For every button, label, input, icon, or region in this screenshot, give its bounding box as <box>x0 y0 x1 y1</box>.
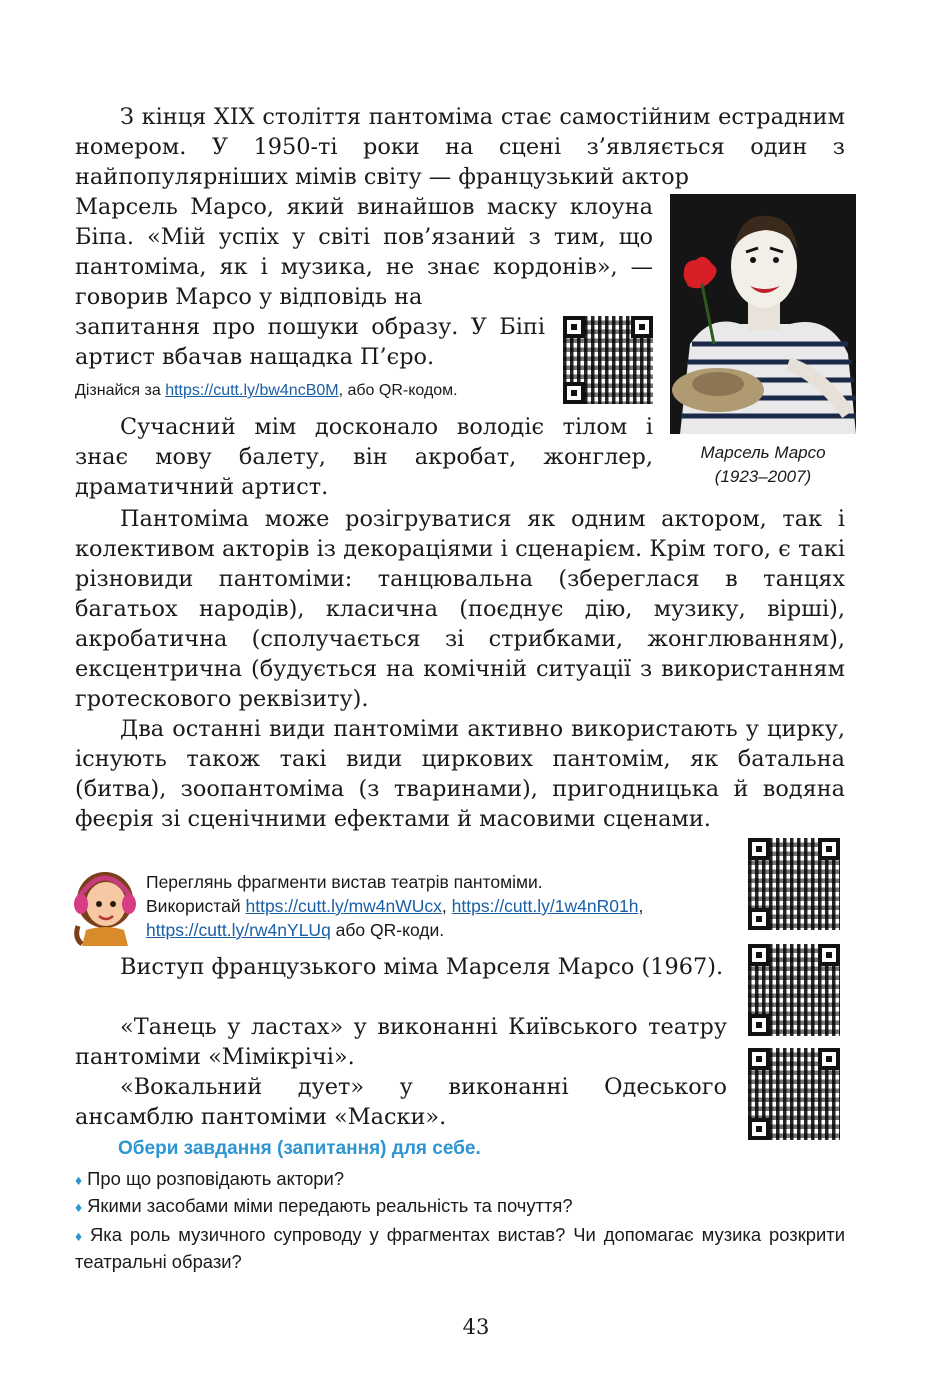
link-bw4ncB0M[interactable]: https://cutt.ly/bw4ncB0M <box>165 382 339 399</box>
performance-item-1: Виступ французького міма Марселя Марсо (1967). <box>120 954 724 980</box>
task-item: ♦ Яка роль музичного супроводу у фрагментах вистав? Чи допомагає музика розкрити театральні образи? <box>75 1224 845 1272</box>
performance-item-2: «Танець у ластах» у виконанні Київського театру пантоміми «Мімікрічі». <box>75 1014 727 1070</box>
qr-code-icon[interactable] <box>563 316 653 404</box>
qr-code-icon[interactable] <box>748 1048 840 1140</box>
paragraph-pantomime-types: Пантоміма може розігруватися як одним актором, так і колективом акторів із декораціями і сценарієм. Крім того, є такі різновиди пантоміми: танцювальна (збереглася в танцях багатьох народів), класична (поєднує дію, музику, вірші), акробатична (сполучається зі стрибками, жонглюванням), ексцентрична (будується на комічній ситуації з використанням гротескового реквізиту). <box>75 506 845 712</box>
learn-more-note: Дізнайся за https://cutt.ly/bw4ncB0M, або QR-кодом. <box>75 382 458 399</box>
photo-caption: Марсель Марсо (1923–2007) <box>700 443 826 486</box>
task-item: ♦ Про що розповідають актори? <box>75 1168 345 1189</box>
qr-code-icon[interactable] <box>748 944 840 1036</box>
paragraph-intro: З кінця XIX століття пантоміма стає самостійним естрадним номером. У 1950-ті роки на сцені з’являється один з найпопулярніших мімів світу — французький актор <box>75 104 845 190</box>
mime-portrait-icon <box>670 194 856 434</box>
link-1w4nR01h[interactable]: https://cutt.ly/1w4nR01h <box>451 896 639 916</box>
page-number: 43 <box>462 1315 490 1339</box>
task-item: ♦ Якими засобами міми передають реальність та почуття? <box>75 1195 573 1216</box>
paragraph-circus: Два останні види пантоміми активно використають у цирку, існують також такі види циркових пантомім, як батальна (битва), зоопантоміма (з тваринами), пригодницька й водяна феєрія зі сценічними ефектами й масовими сценами. <box>75 716 845 832</box>
watch-fragments-box: Переглянь фрагменти вистав театрів пантоміми. Використай https://cutt.ly/mw4nWUcx, https://cutt.ly/1w4nR01h, https://cutt.ly/rw4nYLUq або QR-коди. <box>146 872 644 940</box>
diamond-bullet-icon: ♦ <box>75 1228 85 1244</box>
paragraph-modern-mime: Сучасний мім досконало володіє тілом і знає мову балету, він акробат, жонглер, драматичний артист. <box>75 414 653 500</box>
qr-code-icon[interactable] <box>748 838 840 930</box>
paragraph-marceau: Марсель Марсо, який винайшов маску клоуна Біпа. «Мій успіх у світі пов’язаний з тим, що пантоміма, як і музика, не знає кордонів», — говорив Марсо у відповідь на <box>75 194 653 310</box>
paragraph-bip: запитання про пошуки образу. У Біпі артист вбачав нащадка П’єро. <box>75 314 545 370</box>
link-mw4nWUcx[interactable]: https://cutt.ly/mw4nWUcx <box>245 896 442 916</box>
marcel-marceau-photo <box>670 194 856 434</box>
tasks-title: Обери завдання (запитання) для себе. <box>118 1138 481 1159</box>
girl-headphones-icon <box>72 866 138 946</box>
performance-item-3: «Вокальний дует» у виконанні Одеського ансамблю пантоміми «Маски». <box>75 1074 727 1130</box>
diamond-bullet-icon: ♦ <box>75 1172 83 1188</box>
diamond-bullet-icon: ♦ <box>75 1199 83 1215</box>
link-rw4nYLUq[interactable]: https://cutt.ly/rw4nYLUq <box>146 920 331 940</box>
